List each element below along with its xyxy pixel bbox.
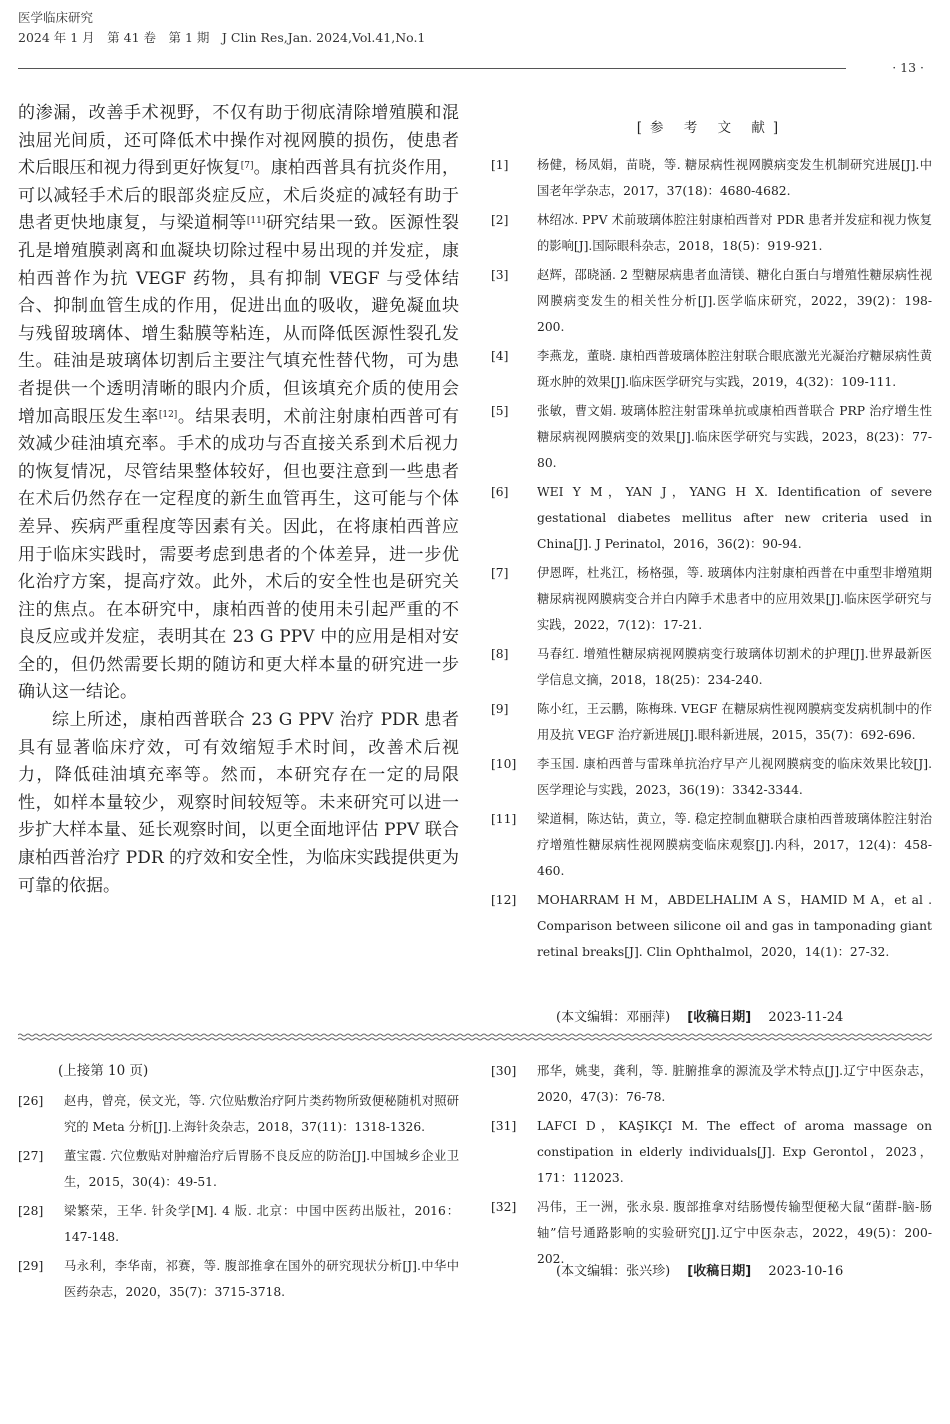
editor-note-upper <box>556 1006 843 1025</box>
reference-item: [9] 陈小红，王云鹏，陈梅珠. VEGF 在糖尿病性视网膜病变发病机制中的作用及抗 VEGF 治疗新进展[J].眼科新进展，2015，35(7)：692-696. <box>491 702 932 742</box>
reference-item: [11] 梁道桐，陈达钻，黄立，等. 稳定控制血糖联合康柏西普玻璃体腔注射治疗增殖性糖尿病性视网膜病变临床观察[J].内科，2017，12(4)：458-460. <box>491 812 932 878</box>
issue-line: 2024 年 1 月 第 41 卷 第 1 期 J Clin Res,Jan. 2024,Vol.41,No.1 <box>18 30 426 45</box>
reference-item: [2] 林绍冰. PPV 术前玻璃体腔注射康柏西普对 PDR 患者并发症和视力恢复的影响[J].国际眼科杂志，2018，18(5)：919-921. <box>491 213 932 253</box>
received-date: 2023-10-16 <box>768 1264 844 1279</box>
running-header <box>18 8 425 48</box>
reference-item: [12] MOHARRAM H M，ABDELHALIM A S，HAMID M A，et al . Comparison between silicone oil and gas in tamponading giant retinal breaks[J]. Clin Ophthalmol，2020，14(1)：27-32. <box>491 893 932 959</box>
citation-7[interactable]: [7] <box>240 161 254 172</box>
received-date: 2023-11-24 <box>768 1010 844 1025</box>
reference-item: [26] 赵冉，曾亮，侯文光，等. 穴位贴敷治疗阿片类药物所致便秘随机对照研究的 Meta 分析[J].上海针灸杂志，2018，37(11)：1318-1326. <box>18 1094 459 1134</box>
continued-reference-list-right <box>491 1058 932 1275</box>
reference-item: [31] LAFCI D，KAŞIKÇI M. The effect of aroma massage on constipation in elderly individuals[J]. Exp Gerontol，2023，171：112023. <box>491 1119 932 1185</box>
reference-item: [8] 马春红. 增殖性糖尿病视网膜病变行玻璃体切割术的护理[J].世界最新医学信息文摘，2018，18(25)：234-240. <box>491 647 932 687</box>
reference-item: [28] 梁繁荣，王华. 针灸学[M]. 4 版. 北京：中国中医药出版社，2016：147-148. <box>18 1204 459 1244</box>
reference-item: [27] 董宝霞. 穴位敷贴对肿瘤治疗后胃肠不良反应的防治[J].中国城乡企业卫生，2015，30(4)：49-51. <box>18 1149 459 1189</box>
reference-item: [32] 冯伟，王一洲，张永泉. 腹部推拿对结肠慢传输型便秘大鼠“菌群-脑-肠轴”信号通路影响的实验研究[J].辽宁中医杂志，2022，49(5)：200-202. <box>491 1200 932 1266</box>
header-divider <box>18 68 846 69</box>
continued-from-label: (上接第 10 页) <box>58 1063 149 1079</box>
wavy-divider <box>18 1032 932 1042</box>
editor-name: (本文编辑：张兴珍) <box>556 1264 671 1279</box>
editor-note-lower <box>556 1260 843 1279</box>
paragraph-conclusion: 综上所述，康柏西普联合 23 G PPV 治疗 PDR 患者具有显著临床疗效，可有效缩短手术时间，改善术后视力，降低硅油填充率等。然而，本研究存在一定的局限性，如样本量较少，观察时间较短等。未来研究可以进一步扩大样本量、延长观察时间，以更全面地评估 PPV 联合康柏西普治疗 PDR 的疗效和安全性，为临床实践提供更为可靠的依据。 <box>18 710 459 896</box>
reference-list <box>491 152 932 968</box>
reference-item: [4] 李燕龙，董晓. 康柏西普玻璃体腔注射联合眼底激光光凝治疗糖尿病性黄斑水肿的效果[J].临床医学研究与实践，2019，4(32)：109-111. <box>491 349 932 389</box>
received-label: [收稿日期] <box>687 1010 752 1025</box>
reference-item: [29] 马永利，李华南，祁赛，等. 腹部推拿在国外的研究现状分析[J].中华中医药杂志，2020，35(7)：3715-3718. <box>18 1259 459 1299</box>
reference-item: [3] 赵辉，邵晓涵. 2 型糖尿病患者血清镁、糖化白蛋白与增殖性糖尿病性视网膜病变发生的相关性分析[J].医学临床研究，2022，39(2)：198-200. <box>491 268 932 334</box>
reference-item: [10] 李玉国. 康柏西普与雷珠单抗治疗早产儿视网膜病变的临床效果比较[J].医学理论与实践，2023，36(19)：3342-3344. <box>491 757 932 797</box>
citation-11[interactable]: [11] <box>246 216 266 227</box>
reference-item: [6] WEI Y M，YAN J，YANG H X. Identification of severe gestational diabetes mellitus after new criteria used in China[J]. J Perinatol，2016，36(2)：90-94. <box>491 485 932 551</box>
reference-item: [7] 伊恩晖，杜兆江，杨格强，等. 玻璃体内注射康柏西普在中重型非增殖期糖尿病视网膜病变合并白内障手术患者中的应用效果[J].临床医学研究与实践，2022，7(12)：17-21. <box>491 566 932 632</box>
citation-12[interactable]: [12] <box>158 409 178 420</box>
references-heading: [参 考 文 献] <box>636 120 787 136</box>
editor-name: (本文编辑：邓丽萍) <box>556 1010 671 1025</box>
reference-item: [30] 邢华，姚斐，龚利，等. 脏腑推拿的源流及学术特点[J].辽宁中医杂志，2020，47(3)：76-78. <box>491 1064 932 1104</box>
continued-reference-list <box>18 1058 459 1308</box>
journal-name: 医学临床研究 <box>18 10 94 25</box>
body-text-column <box>18 100 459 900</box>
page-number: · 13 · <box>892 60 924 75</box>
received-label: [收稿日期] <box>687 1264 752 1279</box>
paragraph-discussion: 的渗漏，改善手术视野，不仅有助于彻底清除增殖膜和混浊屈光间质，还可降低术中操作对视网膜的损伤，使患者术后眼压和视力得到更好恢复[7]。康柏西普具有抗炎作用，可以减轻手术后的眼部炎症反应，术后炎症的减轻有助于患者更快地康复，与梁道桐等[11]研究结果一致。医源性裂孔是增殖膜剥离和血凝块切除过程中易出现的并发症，康柏西普作为抗 VEGF 药物，具有抑制 VEGF 与受体结合、抑制血管生成的作用，促进出血的吸收，避免凝血块与残留玻璃体、增生黏膜等粘连，从而降低医源性裂孔发生。硅油是玻璃体切割后主要注气填充性替代物，可为患者提供一个透明清晰的眼内介质，但该填充介质的使用会增加高眼压发生率[12]。结果表明，术前注射康柏西普可有效减少硅油填充率。手术的成功与否直接关系到术后视力的恢复情况，尽管结果整体较好，但也要注意到一些患者在术后仍然存在一定程度的新生血管再生，这可能与个体差异、疾病严重程度等因素有关。因此，在将康柏西普应用于临床实践时，需要考虑到患者的个体差异，进一步优化治疗方案，提高疗效。此外，术后的安全性也是研究关注的焦点。在本研究中，康柏西普的使用未引起严重的不良反应或并发症，表明其在 23 G PPV 中的应用是相对安全的，但仍然需要长期的随访和更大样本量的研究进一步确认这一结论。 <box>18 103 460 703</box>
reference-item: [1] 杨健，杨凤娟，苗晓，等. 糖尿病性视网膜病变发生机制研究进展[J].中国老年学杂志，2017，37(18)：4680-4682. <box>491 158 932 198</box>
reference-item: [5] 张敏，曹文娟. 玻璃体腔注射雷珠单抗或康柏西普联合 PRP 治疗增生性糖尿病视网膜病变的效果[J].临床医学研究与实践，2023，8(23)：77-80. <box>491 404 932 470</box>
